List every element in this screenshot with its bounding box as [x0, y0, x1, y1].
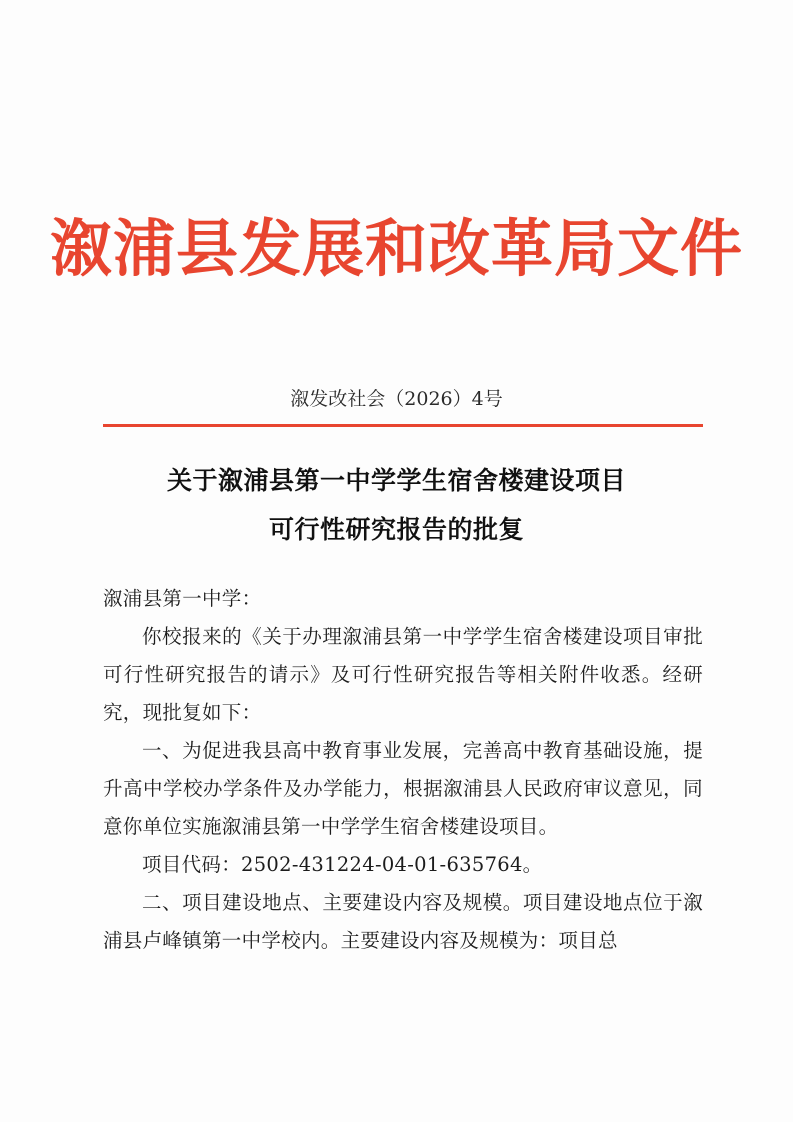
document-number: 溆发改社会（2026）4号 — [290, 388, 503, 410]
document-body — [103, 580, 703, 960]
body-paragraph: 你校报来的《关于办理溆浦县第一中学学生宿舍楼建设项目审批可行性研究报告的请示》及可行性研究报告等相关附件收悉。经研究，现批复如下： — [103, 625, 703, 724]
body-paragraph: 一、为促进我县高中教育事业发展，完善高中教育基础设施，提升高中学校办学条件及办学能力，根据溆浦县人民政府审议意见，同意你单位实施溆浦县第一中学学生宿舍楼建设项目。 — [103, 739, 703, 838]
document-title-line-2: 可行性研究报告的批复 — [268, 515, 524, 544]
project-code-paragraph: 项目代码：2502-431224-04-01-635764。 — [142, 853, 543, 876]
document-title-line-1: 关于溆浦县第一中学学生宿舍楼建设项目 — [166, 466, 626, 495]
body-paragraph: 二、项目建设地点、主要建设内容及规模。项目建设地点位于溆浦县卢峰镇第一中学校内。主要建设内容及规模为：项目总 — [103, 891, 703, 952]
red-divider-line — [103, 424, 703, 427]
issuing-authority-header: 溆浦县发展和改革局文件 — [49, 212, 743, 285]
salutation: 溆浦县第一中学： — [103, 587, 262, 610]
